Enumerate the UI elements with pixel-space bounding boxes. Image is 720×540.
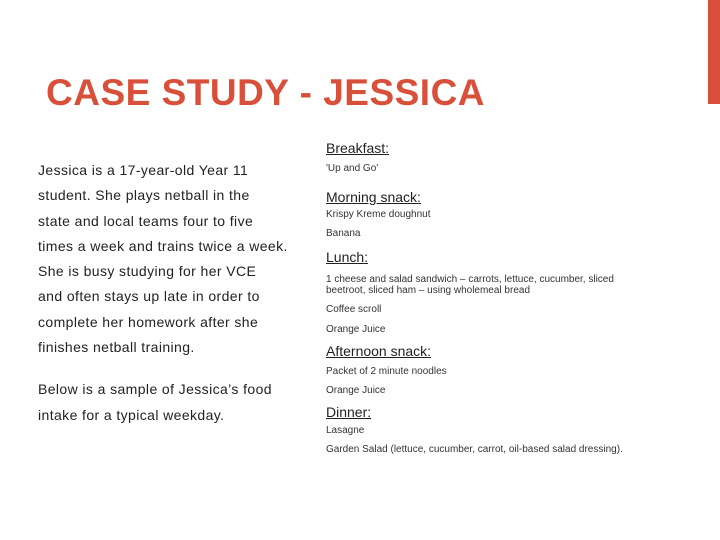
- lunch-item: 1 cheese and salad sandwich – carrots, lettuce, cucumber, sliced beetroot, sliced ham – using wholemeal bread: [326, 274, 614, 296]
- accent-bar: [708, 0, 720, 104]
- lunch-item: Orange Juice: [326, 324, 386, 335]
- slide-title: CASE STUDY - JESSICA: [46, 72, 486, 113]
- dinner-item: Lasagne: [326, 425, 365, 436]
- afternoon-snack-heading: Afternoon snack:: [326, 343, 432, 359]
- lunch-heading: Lunch:: [326, 249, 369, 265]
- intro-line: finishes netball training.: [38, 339, 195, 356]
- intro-paragraph: [38, 158, 308, 428]
- morning-snack-item: Banana: [326, 228, 361, 239]
- intro-line: student. She plays netball in the: [38, 187, 250, 204]
- intro-line: intake for a typical weekday.: [38, 406, 225, 423]
- breakfast-heading: Breakfast:: [326, 140, 390, 156]
- lunch-item: Coffee scroll: [326, 304, 382, 315]
- intro-line: She is busy studying for her VCE: [38, 263, 257, 280]
- dinner-item: Garden Salad (lettuce, cucumber, carrot, oil-based salad dressing).: [326, 444, 623, 455]
- intro-line: Below is a sample of Jessica’s food: [38, 381, 272, 398]
- meal-list: [326, 138, 626, 455]
- breakfast-item: 'Up and Go': [326, 163, 379, 174]
- morning-snack-item: Krispy Kreme doughnut: [326, 209, 431, 220]
- intro-line: complete her homework after she: [38, 313, 259, 330]
- intro-line: and often stays up late in order to: [38, 288, 260, 305]
- afternoon-snack-item: Orange Juice: [326, 385, 386, 396]
- morning-snack-heading: Morning snack:: [326, 189, 421, 205]
- afternoon-snack-item: Packet of 2 minute noodles: [326, 366, 447, 377]
- dinner-heading: Dinner:: [326, 404, 372, 420]
- intro-line: state and local teams four to five: [38, 212, 254, 229]
- intro-line: Jessica is a 17-year-old Year 11: [38, 162, 249, 178]
- intro-line: times a week and trains twice a week.: [38, 237, 288, 254]
